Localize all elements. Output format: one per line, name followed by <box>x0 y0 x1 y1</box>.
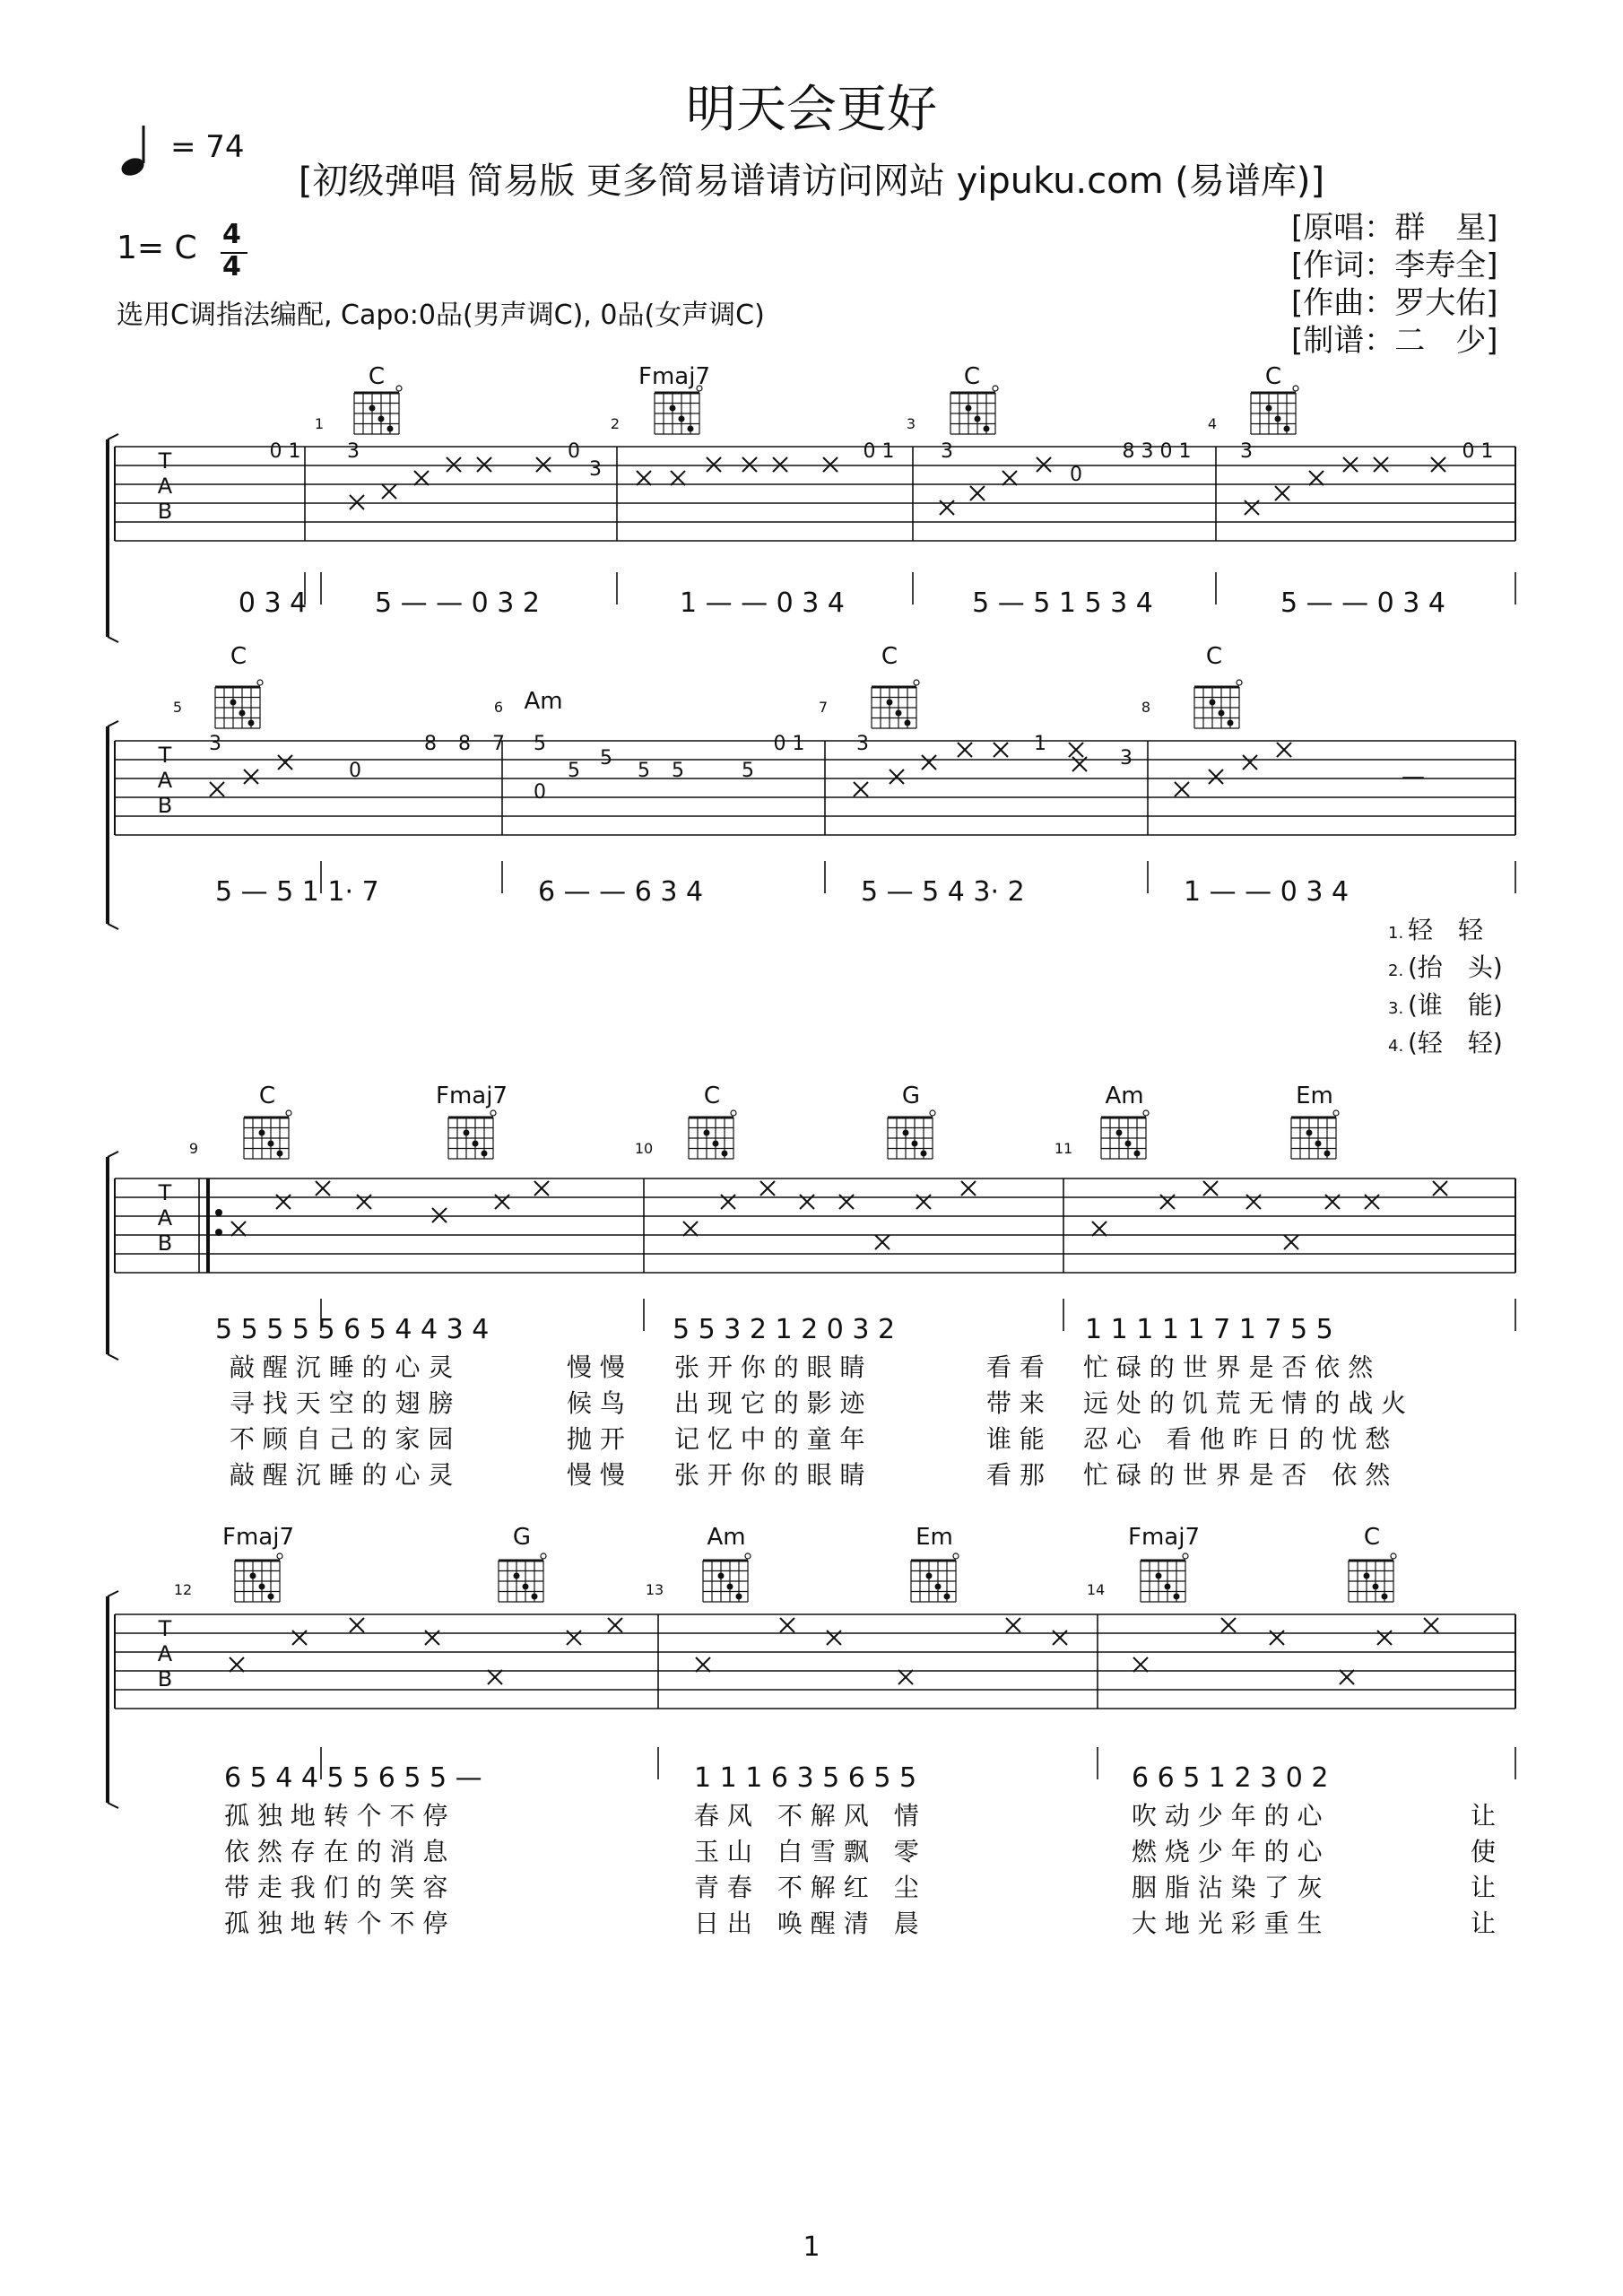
tab-number: 0 1 <box>269 440 301 463</box>
chord-name: Fmaj7 <box>638 363 710 390</box>
chord-name: Fmaj7 <box>1128 1524 1200 1551</box>
measure-number: 10 <box>634 1140 654 1157</box>
tab-number: 5 <box>672 760 684 782</box>
lyric-line: 依 然 存 在 的 消 息 <box>224 1837 448 1866</box>
credit-transcriber: [制谱：二 少] <box>1291 323 1498 359</box>
chord-diagram <box>1194 680 1242 728</box>
chord-diagram <box>1291 1110 1339 1159</box>
tab-clef-letter: B <box>157 1666 173 1692</box>
whole-rest: — <box>1402 763 1425 790</box>
tab-x-mark <box>707 457 721 472</box>
ending-lyric: 轻 轻 <box>1408 915 1484 944</box>
lyric-line: 忍 心 看 他 昨 日 的 忧 愁 <box>1083 1424 1391 1454</box>
lyric-line: 燃 烧 少 年 的 心 <box>1132 1837 1323 1866</box>
chord-name: Am <box>1105 1083 1144 1109</box>
measure-number: 7 <box>818 699 829 716</box>
lyric-line: 抛 开 <box>567 1424 625 1454</box>
chord-name: Fmaj7 <box>222 1524 294 1551</box>
tab-x-mark <box>1433 1181 1447 1196</box>
repeat-dot <box>215 1229 222 1236</box>
tab-x-mark <box>1006 1618 1020 1632</box>
jianpu-notes: 5 — 5 1 5 3 4 <box>972 587 1153 619</box>
tab-x-mark <box>447 457 461 472</box>
tab-x-mark <box>316 1181 330 1196</box>
tab-number: 0 <box>568 440 580 463</box>
tab-x-mark <box>1069 743 1083 757</box>
tab-x-mark <box>350 1618 364 1632</box>
chord-name: C <box>258 1083 276 1109</box>
ending-number: 3. <box>1388 999 1404 1018</box>
tab-x-mark <box>970 486 985 500</box>
lyric-line: 孤 独 地 转 个 不 停 <box>224 1801 448 1831</box>
chord-diagram <box>689 1110 736 1159</box>
tab-number: 0 1 <box>773 733 805 755</box>
jianpu-notes: 1 — — 0 3 4 <box>679 587 846 619</box>
song-title: 明天会更好 <box>686 81 937 139</box>
lyric-line: 慢 慢 <box>567 1352 625 1382</box>
tab-number: 5 <box>534 733 546 755</box>
chord-name: Am <box>524 688 563 715</box>
system-bracket <box>108 924 118 929</box>
tab-x-mark <box>696 1657 710 1672</box>
tab-x-mark <box>1343 457 1358 472</box>
tab-number: 8 <box>424 733 437 755</box>
chord-diagram <box>499 1553 546 1602</box>
lyric-line: 春 风 不 解 风 情 <box>694 1801 919 1831</box>
chord-name: G <box>512 1524 532 1551</box>
jianpu-notes: 5 — — 0 3 4 <box>1280 587 1446 619</box>
tab-x-mark <box>1340 1670 1354 1684</box>
tab-x-mark <box>922 755 936 770</box>
lyric-line: 吹 动 少 年 的 心 <box>1132 1801 1323 1831</box>
tab-x-mark <box>780 1618 794 1632</box>
measure-number: 6 <box>493 699 504 716</box>
tab-x-mark <box>432 1208 447 1222</box>
chord-diagram <box>655 386 702 434</box>
measure-number: 11 <box>1054 1140 1073 1157</box>
chord-diagram <box>888 1110 935 1159</box>
measure-number: 2 <box>610 415 621 432</box>
tab-x-mark <box>534 1181 549 1196</box>
lyric-line: 让 <box>1471 1909 1497 1938</box>
measure-number: 3 <box>906 415 916 432</box>
chord-name: Am <box>707 1524 746 1551</box>
lyric-line: 玉 山 白 雪 飘 零 <box>694 1837 919 1866</box>
lyric-line: 敲 醒 沉 睡 的 心 灵 <box>230 1460 454 1490</box>
tab-x-mark <box>683 1222 698 1236</box>
tab-clef-letter: A <box>157 474 173 499</box>
measure-number: 4 <box>1207 415 1218 432</box>
lyric-line: 远 处 的 饥 荒 无 情 的 战 火 <box>1083 1388 1407 1418</box>
tab-x-mark <box>742 457 757 472</box>
tab-number: 3 <box>347 440 360 463</box>
lyric-line: 不 顾 自 己 的 家 园 <box>230 1424 454 1454</box>
tab-number: 5 <box>638 760 650 782</box>
tab-x-mark <box>958 743 972 757</box>
chord-diagram <box>1251 386 1298 434</box>
tab-number: 0 <box>534 781 546 804</box>
chord-diagram <box>1141 1553 1188 1602</box>
tab-number: 1 <box>1034 733 1046 755</box>
tab-number: 3 <box>941 440 953 463</box>
measure-number: 8 <box>1141 699 1151 716</box>
chord-diagram <box>244 1110 291 1159</box>
jianpu-notes: 0 3 4 <box>238 587 308 619</box>
jianpu-notes: 1 1 1 6 3 5 6 5 5 <box>694 1762 917 1794</box>
jianpu-notes: 6 5 4 4 5 5 6 5 5 — <box>224 1762 482 1794</box>
time-signature-bottom: 4 <box>222 251 241 283</box>
lyric-line: 看 那 <box>986 1460 1045 1490</box>
ending-number: 2. <box>1388 961 1404 980</box>
tab-x-mark <box>637 471 651 485</box>
tab-clef-letter: A <box>157 768 173 793</box>
measure-number: 9 <box>188 1140 199 1157</box>
chord-name: Em <box>916 1524 953 1551</box>
ending-number: 4. <box>1388 1037 1404 1056</box>
tab-x-mark <box>350 495 364 509</box>
tab-number: 3 <box>1120 747 1133 770</box>
system-bracket <box>108 637 118 642</box>
tab-x-mark <box>773 457 787 472</box>
chord-name: C <box>1363 1524 1381 1551</box>
chord-name: C <box>1205 643 1223 670</box>
chord-name: Em <box>1296 1083 1333 1109</box>
tab-clef-letter: A <box>157 1205 173 1231</box>
ending-lyric: (抬 头) <box>1408 952 1503 982</box>
tab-x-mark <box>231 1222 246 1236</box>
tab-clef-letter: T <box>158 448 172 474</box>
tab-clef-letter: A <box>157 1641 173 1666</box>
tab-x-mark <box>1037 457 1051 472</box>
lyric-line: 谁 能 <box>986 1424 1045 1454</box>
tab-number: 0 1 <box>863 440 895 463</box>
system-bracket <box>108 721 118 726</box>
chord-diagram <box>1101 1110 1149 1159</box>
lyric-line: 张 开 你 的 眼 睛 <box>674 1352 865 1382</box>
tab-number: 0 <box>349 760 361 782</box>
chord-name: C <box>1264 363 1282 390</box>
subtitle: [初级弹唱 简易版 更多简易谱请访问网站 yipuku.com (易谱库)] <box>298 161 1325 202</box>
tempo-value: = 74 <box>170 129 245 165</box>
tab-x-mark <box>1175 782 1189 796</box>
tab-number: 8 <box>458 733 471 755</box>
chord-name: C <box>963 363 981 390</box>
tab-number: 7 <box>492 733 505 755</box>
tab-clef-letter: B <box>157 499 173 524</box>
tab-x-mark <box>244 770 258 784</box>
tab-x-mark <box>230 1657 244 1672</box>
tab-x-mark <box>1284 1235 1298 1249</box>
measure-number: 13 <box>645 1581 664 1598</box>
tab-x-mark <box>854 782 868 796</box>
measure-number: 14 <box>1086 1581 1106 1598</box>
jianpu-notes: 5 5 5 5 5 6 5 4 4 3 4 <box>215 1314 490 1345</box>
tab-number: 5 <box>600 747 612 770</box>
jianpu-notes: 6 — — 6 3 4 <box>538 876 704 908</box>
chord-diagram <box>354 386 402 434</box>
tab-clef-letter: B <box>157 1231 173 1256</box>
tab-x-mark <box>414 471 429 485</box>
tab-x-mark <box>1133 1657 1148 1672</box>
lyric-line: 使 <box>1471 1837 1497 1866</box>
measure-number: 5 <box>172 699 183 716</box>
credit-composer: [作曲：罗大佑] <box>1291 285 1498 321</box>
tab-number: 0 <box>1070 464 1082 486</box>
system-bracket <box>108 1803 118 1808</box>
tab-x-mark <box>1221 1618 1236 1632</box>
tab-number: 3 <box>209 733 221 755</box>
credit-lyricist: [作词：李寿全] <box>1291 248 1498 283</box>
chord-name: G <box>901 1083 921 1109</box>
ending-number: 1. <box>1388 924 1404 943</box>
system-bracket <box>108 1354 118 1360</box>
ending-lyric: (轻 轻) <box>1408 1028 1503 1057</box>
tab-x-mark <box>890 770 904 784</box>
chord-diagram <box>1349 1553 1396 1602</box>
lyric-line: 带 来 <box>986 1388 1045 1418</box>
tab-x-mark <box>898 1670 913 1684</box>
tab-x-mark <box>536 457 551 472</box>
lyric-line: 孤 独 地 转 个 不 停 <box>224 1909 448 1938</box>
jianpu-notes: 5 — 5 4 3· 2 <box>861 876 1025 908</box>
tab-clef-letter: T <box>158 743 172 768</box>
tab-x-mark <box>961 1181 976 1196</box>
system-bracket <box>108 1152 118 1157</box>
measure-number: 12 <box>173 1581 193 1598</box>
jianpu-notes: 1 1 1 1 1 7 1 7 5 5 <box>1085 1314 1333 1345</box>
lyric-line: 让 <box>1471 1801 1497 1831</box>
credit-singer: [原唱：群 星] <box>1291 210 1498 246</box>
ending-lyric: (谁 能) <box>1408 990 1503 1020</box>
chord-diagram <box>911 1553 959 1602</box>
chord-diagram <box>448 1110 496 1159</box>
jianpu-notes: 5 — 5 1 1· 7 <box>215 876 379 908</box>
chord-name: Fmaj7 <box>436 1083 508 1109</box>
tab-x-mark <box>1374 457 1388 472</box>
lyric-line: 候 鸟 <box>567 1388 625 1418</box>
tab-x-mark <box>1424 1618 1438 1632</box>
tab-x-mark <box>1203 1181 1218 1196</box>
lyric-line: 日 出 唤 醒 清 晨 <box>694 1909 919 1938</box>
tab-x-mark <box>1243 755 1257 770</box>
chord-name: C <box>703 1083 721 1109</box>
tab-x-mark <box>278 755 292 770</box>
chord-diagram <box>215 680 263 728</box>
tab-number: 3 <box>589 458 602 481</box>
key-signature: 1= C <box>117 230 197 266</box>
jianpu-notes: 5 5 3 2 1 2 0 3 2 <box>673 1314 896 1345</box>
lyric-line: 让 <box>1471 1873 1497 1902</box>
tab-x-mark <box>210 782 224 796</box>
tab-x-mark <box>671 471 685 485</box>
tab-x-mark <box>1092 1222 1107 1236</box>
page-number: 1 <box>803 2231 820 2263</box>
tab-x-mark <box>1431 457 1445 472</box>
chord-diagram <box>950 386 998 434</box>
tab-number: 3 <box>1240 440 1253 463</box>
jianpu-notes: 5 — — 0 3 2 <box>374 587 541 619</box>
chord-diagram <box>872 680 919 728</box>
tab-clef-letter: T <box>158 1180 172 1205</box>
lyric-line: 忙 碌 的 世 界 是 否 依 然 <box>1083 1352 1374 1382</box>
tab-number: 8 3 0 1 <box>1122 440 1192 463</box>
arrangement-note: 选用C调指法编配, Capo:0品(男声调C), 0品(女声调C) <box>117 300 765 331</box>
tab-number: 5 <box>742 760 754 782</box>
lyric-line: 胭 脂 沾 染 了 灰 <box>1132 1873 1323 1902</box>
tab-x-mark <box>488 1670 502 1684</box>
tab-x-mark <box>994 743 1008 757</box>
lyric-line: 张 开 你 的 眼 睛 <box>674 1460 865 1490</box>
tab-x-mark <box>823 457 838 472</box>
tab-number: 0 1 <box>1462 440 1494 463</box>
tab-clef-letter: B <box>157 793 173 818</box>
lyric-line: 寻 找 天 空 的 翅 膀 <box>230 1388 454 1418</box>
lyric-line: 青 春 不 解 红 尘 <box>694 1873 919 1902</box>
tab-x-mark <box>1309 471 1324 485</box>
repeat-dot <box>215 1209 222 1216</box>
jianpu-notes: 6 6 5 1 2 3 0 2 <box>1132 1762 1329 1794</box>
system-bracket <box>108 1591 118 1596</box>
lyric-line: 出 现 它 的 影 迹 <box>674 1388 865 1418</box>
time-signature-top: 4 <box>222 219 241 250</box>
tab-x-mark <box>1002 471 1017 485</box>
lyric-line: 慢 慢 <box>567 1460 625 1490</box>
lyric-line: 看 看 <box>986 1352 1045 1382</box>
tab-x-mark <box>760 1181 775 1196</box>
tab-x-mark <box>608 1618 622 1632</box>
chord-name: C <box>230 643 247 670</box>
tab-x-mark <box>1277 743 1291 757</box>
jianpu-notes: 1 — — 0 3 4 <box>1184 876 1350 908</box>
tab-x-mark <box>1209 770 1223 784</box>
lyric-line: 带 走 我 们 的 笑 容 <box>224 1873 448 1902</box>
lyric-line: 大 地 光 彩 重 生 <box>1132 1909 1323 1938</box>
tab-x-mark <box>875 1235 890 1249</box>
tab-clef-letter: T <box>158 1616 172 1641</box>
chord-name: C <box>881 643 898 670</box>
tab-number: 5 <box>568 760 580 782</box>
chord-name: C <box>368 363 386 390</box>
tab-number: 3 <box>856 733 869 755</box>
tab-x-mark <box>1275 486 1289 500</box>
chord-diagram <box>235 1553 282 1602</box>
lyric-line: 忙 碌 的 世 界 是 否 依 然 <box>1083 1460 1391 1490</box>
system-bracket <box>108 434 118 439</box>
tab-x-mark <box>477 457 491 472</box>
tab-x-mark <box>382 484 396 499</box>
lyric-line: 记 忆 中 的 童 年 <box>674 1424 865 1454</box>
lyric-line: 敲 醒 沉 睡 的 心 灵 <box>230 1352 454 1382</box>
chord-diagram <box>703 1553 751 1602</box>
measure-number: 1 <box>314 415 325 432</box>
